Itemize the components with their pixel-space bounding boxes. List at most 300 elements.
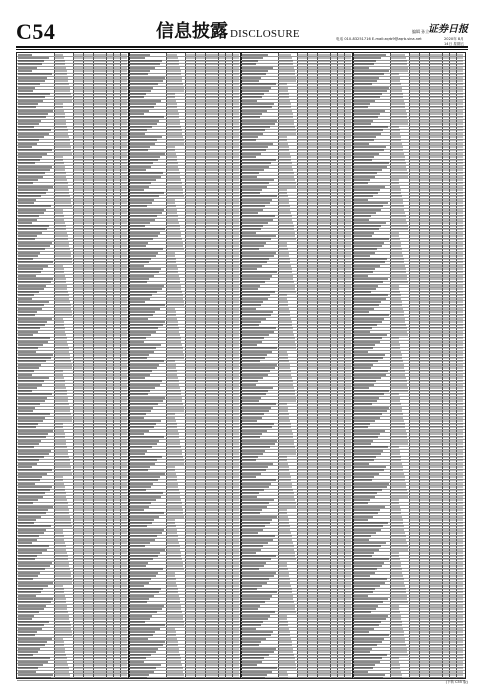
table-cell (206, 179, 218, 181)
table-cell (114, 63, 120, 65)
table-cell (94, 143, 106, 145)
table-cell (107, 400, 113, 402)
table-cell (130, 390, 150, 392)
table-cell (107, 588, 113, 590)
table-cell (196, 265, 205, 267)
table-cell (18, 674, 53, 676)
table-cell (74, 298, 83, 300)
table-cell (74, 347, 83, 349)
table-cell (18, 285, 46, 287)
table-cell (107, 562, 113, 564)
table-cell (167, 90, 184, 92)
table-cell (196, 334, 205, 336)
table-cell (186, 400, 195, 402)
table-cell (18, 96, 45, 98)
table-cell (55, 374, 63, 376)
table-cell (84, 199, 93, 201)
table-cell (107, 93, 113, 95)
table-cell (107, 334, 113, 336)
table-cell (18, 169, 50, 171)
table-cell (219, 364, 225, 366)
table-cell (84, 413, 93, 415)
table-cell (226, 192, 232, 194)
table-cell (130, 426, 154, 428)
table-cell (55, 268, 64, 270)
table-cell (94, 631, 106, 633)
table-cell (55, 83, 69, 85)
table-cell (107, 634, 113, 636)
table-cell (55, 186, 68, 188)
table-cell (107, 601, 113, 603)
table-cell (196, 410, 205, 412)
table-cell (107, 364, 113, 366)
table-cell (121, 430, 127, 432)
table-cell (84, 232, 93, 234)
table-cell (107, 169, 113, 171)
table-cell (233, 238, 239, 240)
table-cell (226, 83, 232, 85)
table-cell (114, 202, 120, 204)
table-cell (167, 162, 178, 164)
table-cell (167, 364, 176, 366)
table-cell (18, 357, 51, 359)
table-cell (219, 129, 225, 131)
table-cell (114, 397, 120, 399)
table-cell (226, 258, 232, 260)
table-cell (186, 212, 195, 214)
table-cell (226, 176, 232, 178)
table-cell (121, 575, 127, 577)
table-cell (94, 90, 106, 92)
table-cell (121, 120, 127, 122)
table-cell (130, 393, 148, 395)
table-cell (206, 393, 218, 395)
table-cell (84, 380, 93, 382)
table-cell (114, 347, 120, 349)
table-cell (186, 410, 195, 412)
table-cell (196, 314, 205, 316)
table-cell (74, 314, 83, 316)
table-cell (121, 476, 127, 478)
table-cell (130, 410, 151, 412)
table-cell (167, 146, 175, 148)
table-cell (84, 426, 93, 428)
table-cell (94, 582, 106, 584)
table-cell (226, 60, 232, 62)
table-cell (121, 87, 127, 89)
table-cell (84, 136, 93, 138)
table-cell (219, 304, 225, 306)
table-cell (18, 242, 52, 244)
table-cell (114, 525, 120, 527)
table-cell (167, 294, 183, 296)
table-cell (74, 496, 83, 498)
table-cell (196, 301, 205, 303)
table-cell (186, 268, 195, 270)
table-cell (114, 440, 120, 442)
table-cell (55, 298, 69, 300)
table-cell (130, 93, 146, 95)
table-cell (74, 393, 83, 395)
table-cell (167, 304, 184, 306)
table-cell (18, 420, 43, 422)
table-cell (226, 245, 232, 247)
table-cell (74, 285, 83, 287)
table-cell (107, 87, 113, 89)
table-cell (107, 628, 113, 630)
table-cell (114, 568, 120, 570)
table-cell (186, 285, 195, 287)
table-cell (74, 403, 83, 405)
table-cell (84, 63, 93, 65)
table-cell (121, 337, 127, 339)
table-cell (114, 456, 120, 458)
table-cell (114, 661, 120, 663)
table-cell (233, 172, 239, 174)
table-cell (74, 380, 83, 382)
table-cell (130, 159, 158, 161)
table-cell (233, 67, 239, 69)
table-cell (186, 265, 195, 267)
table-cell (74, 423, 83, 425)
table-cell (107, 294, 113, 296)
table-cell (186, 225, 195, 227)
table-cell (55, 199, 71, 201)
table-cell (84, 403, 93, 405)
table-cell (219, 182, 225, 184)
table-cell (55, 549, 66, 551)
table-cell (74, 565, 83, 567)
table-cell (186, 384, 195, 386)
table-cell (84, 512, 93, 514)
table-cell (130, 57, 145, 59)
table-cell (107, 308, 113, 310)
table-cell (196, 238, 205, 240)
table-cell (74, 186, 83, 188)
table-cell (186, 387, 195, 389)
table-cell (233, 291, 239, 293)
table-cell (196, 351, 205, 353)
table-cell (206, 298, 218, 300)
table-cell (130, 139, 157, 141)
table-cell (219, 341, 225, 343)
table-cell (114, 324, 120, 326)
table-cell (18, 572, 40, 574)
table-cell (94, 139, 106, 141)
table-cell (55, 123, 66, 125)
table-cell (186, 420, 195, 422)
table-cell (74, 159, 83, 161)
table-cell (18, 331, 38, 333)
table-cell (18, 446, 34, 448)
table-cell (74, 57, 83, 59)
table-cell (219, 258, 225, 260)
table-cell (55, 558, 68, 560)
table-cell (114, 129, 120, 131)
table-cell (18, 321, 47, 323)
table-cell (121, 334, 127, 336)
table-cell (196, 337, 205, 339)
table-cell (186, 100, 195, 102)
table-cell (114, 341, 120, 343)
table-cell (94, 387, 106, 389)
table-cell (233, 367, 239, 369)
table-cell (219, 252, 225, 254)
table-cell (130, 126, 152, 128)
table-cell (107, 433, 113, 435)
table-cell (55, 562, 69, 564)
table-cell (121, 423, 127, 425)
table-cell (94, 628, 106, 630)
table-cell (121, 384, 127, 386)
table-cell (107, 377, 113, 379)
table-cell (219, 285, 225, 287)
table-cell (55, 615, 69, 617)
table-cell (219, 238, 225, 240)
table-cell (84, 189, 93, 191)
table-cell (74, 677, 83, 679)
table-cell (107, 423, 113, 425)
table-cell (94, 618, 106, 620)
table-cell (84, 588, 93, 590)
table-cell (226, 374, 232, 376)
table-cell (94, 294, 106, 296)
table-cell (84, 100, 93, 102)
table-cell (55, 440, 66, 442)
table-cell (167, 288, 181, 290)
table-cell (94, 572, 106, 574)
table-cell (84, 390, 93, 392)
table-cell (233, 195, 239, 197)
table-cell (167, 80, 182, 82)
table-cell (114, 677, 120, 679)
table-cell (18, 308, 42, 310)
table-cell (107, 516, 113, 518)
table-cell (107, 149, 113, 151)
table-cell (114, 156, 120, 158)
table-cell (55, 572, 71, 574)
table-cell (107, 212, 113, 214)
table-cell (94, 209, 106, 211)
table-cell (84, 153, 93, 155)
table-cell (186, 179, 195, 181)
table-cell (94, 186, 106, 188)
table-cell (167, 186, 182, 188)
table-cell (186, 116, 195, 118)
table-cell (114, 492, 120, 494)
table-cell (206, 420, 218, 422)
table-cell (84, 549, 93, 551)
table-cell (114, 70, 120, 72)
table-cell (121, 661, 127, 663)
table-cell (84, 225, 93, 227)
table-cell (186, 63, 195, 65)
table-cell (130, 347, 156, 349)
table-cell (74, 318, 83, 320)
table-cell (114, 318, 120, 320)
table-cell (18, 327, 40, 329)
table-cell (74, 281, 83, 283)
table-cell (18, 100, 43, 102)
table-cell (107, 116, 113, 118)
table-cell (206, 360, 218, 362)
table-cell (94, 291, 106, 293)
table-cell (186, 126, 195, 128)
table-cell (74, 572, 83, 574)
table-cell (114, 648, 120, 650)
table-cell (107, 466, 113, 468)
table-cell (186, 133, 195, 135)
table-cell (107, 110, 113, 112)
table-cell (167, 311, 176, 313)
table-cell (121, 426, 127, 428)
table-cell (130, 212, 162, 214)
table-cell (186, 354, 195, 356)
table-cell (233, 54, 239, 56)
table-cell (121, 535, 127, 537)
table-cell (233, 301, 239, 303)
table-cell (107, 189, 113, 191)
table-cell (107, 621, 113, 623)
table-cell (55, 205, 72, 207)
table-cell (226, 222, 232, 224)
table-cell (114, 96, 120, 98)
table-cell (114, 572, 120, 574)
table-cell (186, 143, 195, 145)
table-cell (74, 146, 83, 148)
table-cell (121, 110, 127, 112)
table-cell (18, 156, 42, 158)
table-cell (18, 291, 39, 293)
table-cell (18, 469, 52, 471)
table-cell (167, 219, 178, 221)
table-cell (18, 565, 50, 567)
table-cell (121, 136, 127, 138)
table-cell (206, 354, 218, 356)
table-cell (18, 186, 53, 188)
table-cell (121, 496, 127, 498)
table-cell (114, 654, 120, 656)
table-cell (94, 568, 106, 570)
table-cell (130, 123, 157, 125)
table-cell (84, 440, 93, 442)
table-cell (121, 311, 127, 313)
table-cell (114, 294, 120, 296)
table-cell (84, 235, 93, 237)
table-cell (219, 291, 225, 293)
table-cell (114, 225, 120, 227)
table-cell (130, 156, 160, 158)
table-cell (84, 308, 93, 310)
table-cell (233, 199, 239, 201)
table-cell (206, 238, 218, 240)
table-cell (55, 146, 71, 148)
table-cell (130, 129, 147, 131)
table-cell (206, 268, 218, 270)
table-cell (94, 397, 106, 399)
table-cell (55, 453, 68, 455)
table-cell (114, 585, 120, 587)
table-cell (233, 407, 239, 409)
table-cell (114, 377, 120, 379)
table-cell (196, 397, 205, 399)
table-cell (84, 172, 93, 174)
table-cell (121, 252, 127, 254)
table-cell (84, 281, 93, 283)
table-cell (18, 143, 37, 145)
table-cell (18, 459, 39, 461)
table-cell (121, 674, 127, 676)
table-cell (74, 103, 83, 105)
table-cell (167, 235, 181, 237)
table-cell (55, 54, 63, 56)
table-cell (121, 159, 127, 161)
table-cell (84, 77, 93, 79)
table-cell (18, 417, 45, 419)
table-cell (18, 149, 52, 151)
newspaper-logo: 证券日报 (428, 20, 468, 35)
table-cell (18, 440, 41, 442)
table-cell (186, 370, 195, 372)
table-cell (84, 146, 93, 148)
table-cell (94, 476, 106, 478)
table-cell (74, 133, 83, 135)
table-cell (226, 96, 232, 98)
table-cell (226, 407, 232, 409)
table-cell (107, 496, 113, 498)
table-cell (219, 228, 225, 230)
table-cell (206, 278, 218, 280)
table-cell (74, 529, 83, 531)
table-cell (130, 377, 145, 379)
table-cell (226, 186, 232, 188)
table-cell (94, 450, 106, 452)
table-cell (121, 512, 127, 514)
table-cell (196, 380, 205, 382)
table-cell (114, 199, 120, 201)
table-cell (196, 57, 205, 59)
table-cell (74, 417, 83, 419)
table-cell (121, 572, 127, 574)
table-cell (18, 159, 40, 161)
table-cell (233, 327, 239, 329)
table-cell (226, 133, 232, 135)
table-cell (74, 360, 83, 362)
table-cell (233, 357, 239, 359)
table-cell (206, 327, 218, 329)
table-cell (121, 558, 127, 560)
table-cell (74, 70, 83, 72)
table-cell (121, 387, 127, 389)
table-cell (84, 182, 93, 184)
table-cell (114, 651, 120, 653)
table-cell (121, 212, 127, 214)
table-cell (196, 162, 205, 164)
table-cell (94, 136, 106, 138)
table-cell (219, 367, 225, 369)
table-cell (121, 545, 127, 547)
table-cell (206, 110, 218, 112)
table-cell (206, 205, 218, 207)
table-cell (84, 628, 93, 630)
table-cell (121, 519, 127, 521)
table-cell (114, 374, 120, 376)
table-cell (18, 525, 51, 527)
table-cell (196, 123, 205, 125)
table-cell (84, 459, 93, 461)
table-cell (18, 126, 34, 128)
table-cell (114, 393, 120, 395)
